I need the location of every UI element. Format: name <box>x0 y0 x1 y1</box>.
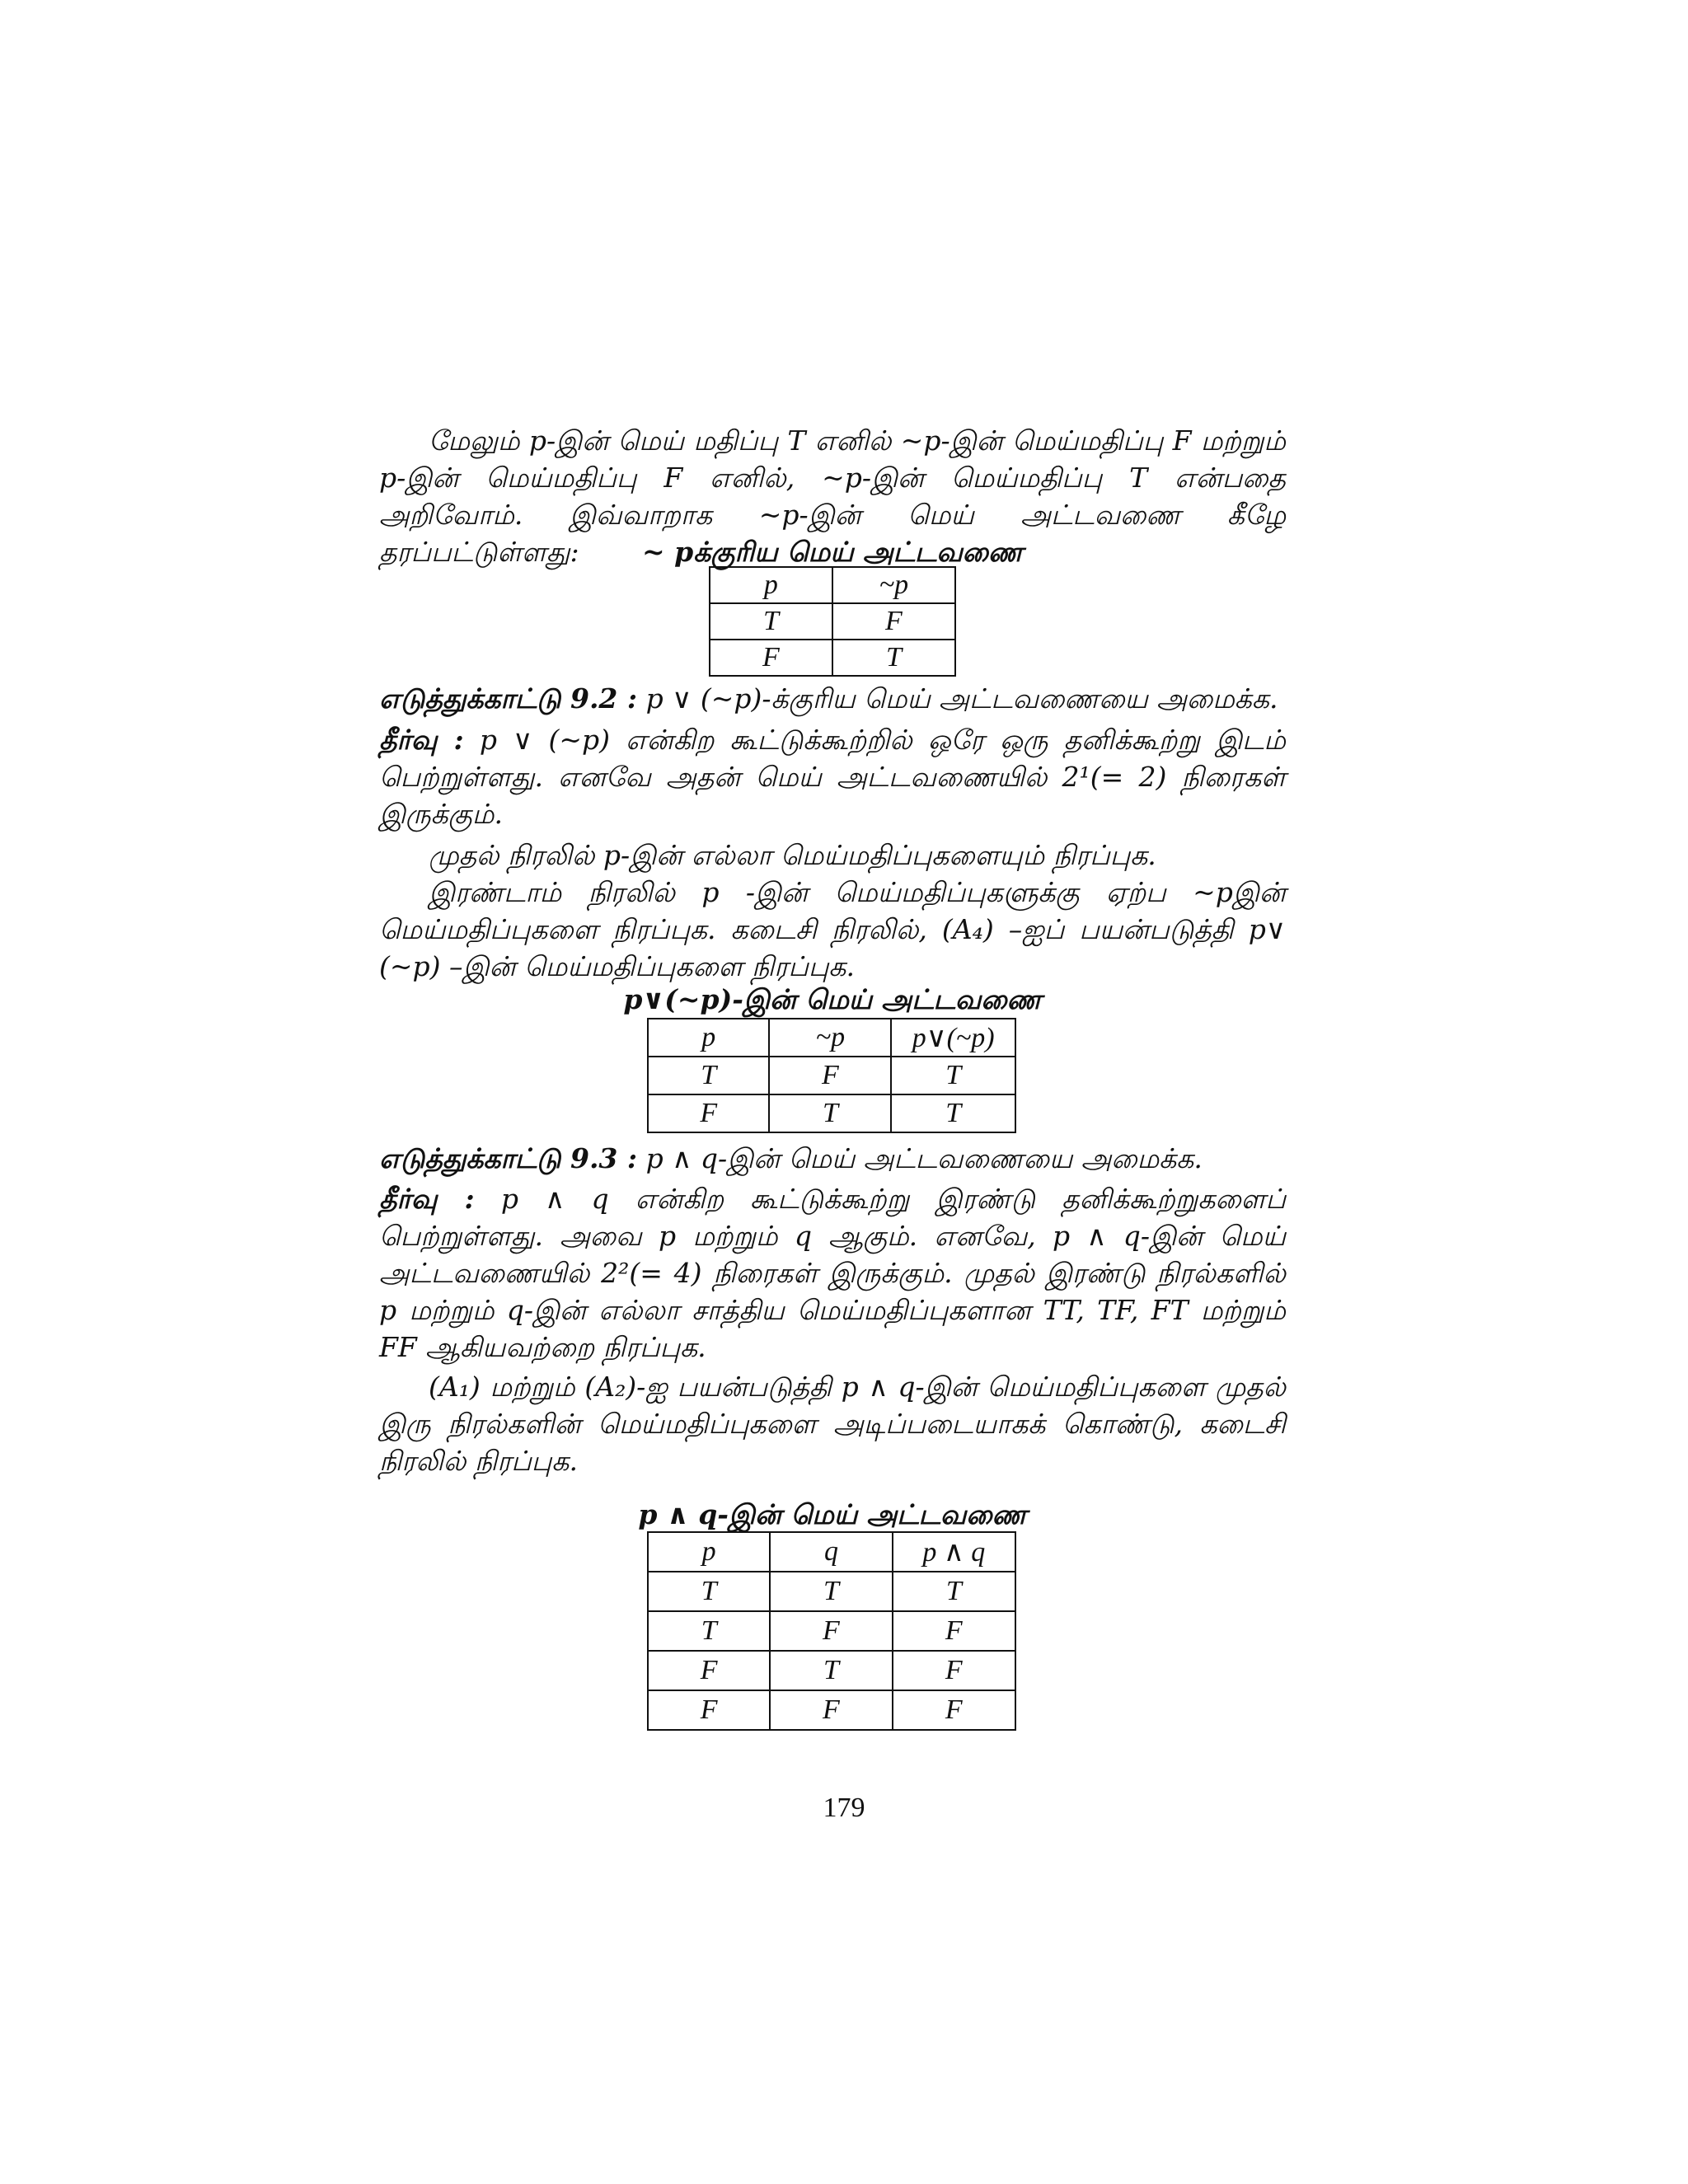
table-cell: F <box>770 1690 892 1730</box>
table-cell: F <box>648 1690 770 1730</box>
table1-negation-truth-table <box>709 566 956 677</box>
table-cell: T <box>770 1572 892 1611</box>
table-cell: T <box>770 1651 892 1690</box>
table-cell: T <box>648 1611 770 1651</box>
table-cell: F <box>648 1651 770 1690</box>
example-9-3-step: (A₁) மற்றும் (A₂)-ஐ பயன்படுத்தி p ∧ q-இன் மெய்மதிப்புகளை முதல் இரு நிரல்களின் மெய்மதிப்புகளை அடிப்படையாகக் கொண்டு, கடைசி நிரலில் நிரப்புக. <box>379 1371 1286 1477</box>
table-cell: F <box>893 1611 1015 1651</box>
table-cell: T <box>710 603 832 640</box>
table-header-cell: p <box>648 1532 770 1572</box>
table-header-row <box>710 567 955 603</box>
intro-paragraph: மேலும் p-இன் மெய் மதிப்பு T எனில் ~p-இன் மெய்மதிப்பு F மற்றும் p-இன் மெய்மதிப்பு F எனில், ~p-இன் மெய்மதிப்பு T என்பதை அறிவோம். இவ்வாறாக ~p-இன் மெய் அட்டவணை கீழே தரப்பட்டுள்ளது: <box>379 424 1286 568</box>
table-header-row <box>648 1532 1015 1572</box>
table-cell: F <box>648 1094 769 1132</box>
table-row <box>648 1572 1015 1611</box>
table-row <box>710 640 955 676</box>
table2-caption: p∨(~p)-இன் மெய் அட்டவணை <box>623 983 1042 1015</box>
table-cell: F <box>893 1690 1015 1730</box>
solution-text: p ∧ q என்கிற கூட்டுக்கூற்று இரண்டு தனிக்கூற்றுகளைப் பெற்றுள்ளது. அவை p மற்றும் q ஆகும். எனவே, p ∧ q-இன் மெய் அட்டவணையில் 2²(= 4) நிரைகள் இருக்கும். முதல் இரண்டு நிரல்களில் p மற்றும் q-இன் எல்லா சாத்திய மெய்மதிப்புகளான TT, TF, FT மற்றும் FF ஆகியவற்றை நிரப்புக. <box>379 1183 1286 1363</box>
table-header-cell: p <box>710 567 832 603</box>
table-cell: F <box>710 640 832 676</box>
table-cell: F <box>893 1651 1015 1690</box>
table3-conjunction-truth-table <box>647 1531 1016 1731</box>
example-9-3-text: p ∧ q-இன் மெய் அட்டவணையை அமைக்க. <box>645 1142 1203 1174</box>
example-9-2-label: எடுத்துக்காட்டு 9.2 : <box>379 682 638 715</box>
table3-caption: p ∧ q-இன் மெய் அட்டவணை <box>638 1498 1027 1530</box>
example-9-2-step2: இரண்டாம் நிரலில் p -இன் மெய்மதிப்புகளுக்கு ஏற்ப ~pஇன் மெய்மதிப்புகளை நிரப்புக. கடைசி நிரலில், (A₄) –ஐப் பயன்படுத்தி p∨ (~p) –இன் மெய்மதிப்புகளை நிரப்புக. <box>379 876 1286 982</box>
table-header-cell: p∨(~p) <box>891 1019 1015 1057</box>
table1-caption: ~ pக்குரிய மெய் அட்டவணை <box>641 536 1024 568</box>
table-cell: T <box>891 1057 1015 1094</box>
table-row <box>648 1651 1015 1690</box>
table-cell: F <box>769 1057 891 1094</box>
example-9-2-solution <box>379 721 1286 832</box>
table-cell: F <box>770 1611 892 1651</box>
table-cell: T <box>893 1572 1015 1611</box>
table-cell: T <box>891 1094 1015 1132</box>
table-row <box>710 603 955 640</box>
table-row <box>648 1094 1015 1132</box>
table-header-cell: p ∧ q <box>893 1532 1015 1572</box>
table-header-cell: ~p <box>769 1019 891 1057</box>
table-cell: T <box>832 640 955 676</box>
example-9-2-step1: முதல் நிரலில் p-இன் எல்லா மெய்மதிப்புகளையும் நிரப்புக. <box>429 839 1156 871</box>
example-9-2-text: p ∨ (~p)-க்குரிய மெய் அட்டவணையை அமைக்க. <box>645 682 1278 715</box>
table-cell: F <box>832 603 955 640</box>
solution-label: தீர்வு : <box>379 1183 475 1215</box>
table2-disjunction-truth-table <box>647 1018 1016 1133</box>
table-row <box>648 1057 1015 1094</box>
table-row <box>648 1611 1015 1651</box>
table-cell: T <box>648 1057 769 1094</box>
page-number: 179 <box>823 1793 865 1823</box>
example-9-3 <box>379 1140 1286 1177</box>
table-header-cell: q <box>770 1532 892 1572</box>
table-cell: T <box>648 1572 770 1611</box>
solution-text: p ∨ (~p) என்கிற கூட்டுக்கூற்றில் ஒரே ஒரு தனிக்கூற்று இடம் பெற்றுள்ளது. எனவே அதன் மெய் அட்டவணையில் 2¹(= 2) நிரைகள் இருக்கும். <box>379 724 1286 830</box>
table-row <box>648 1690 1015 1730</box>
example-9-2 <box>379 680 1286 717</box>
example-9-3-label: எடுத்துக்காட்டு 9.3 : <box>379 1142 638 1174</box>
table-header-cell: ~p <box>832 567 955 603</box>
solution-label: தீர்வு : <box>379 724 464 756</box>
table-header-cell: p <box>648 1019 769 1057</box>
example-9-3-solution <box>379 1180 1286 1366</box>
table-header-row <box>648 1019 1015 1057</box>
table-cell: T <box>769 1094 891 1132</box>
